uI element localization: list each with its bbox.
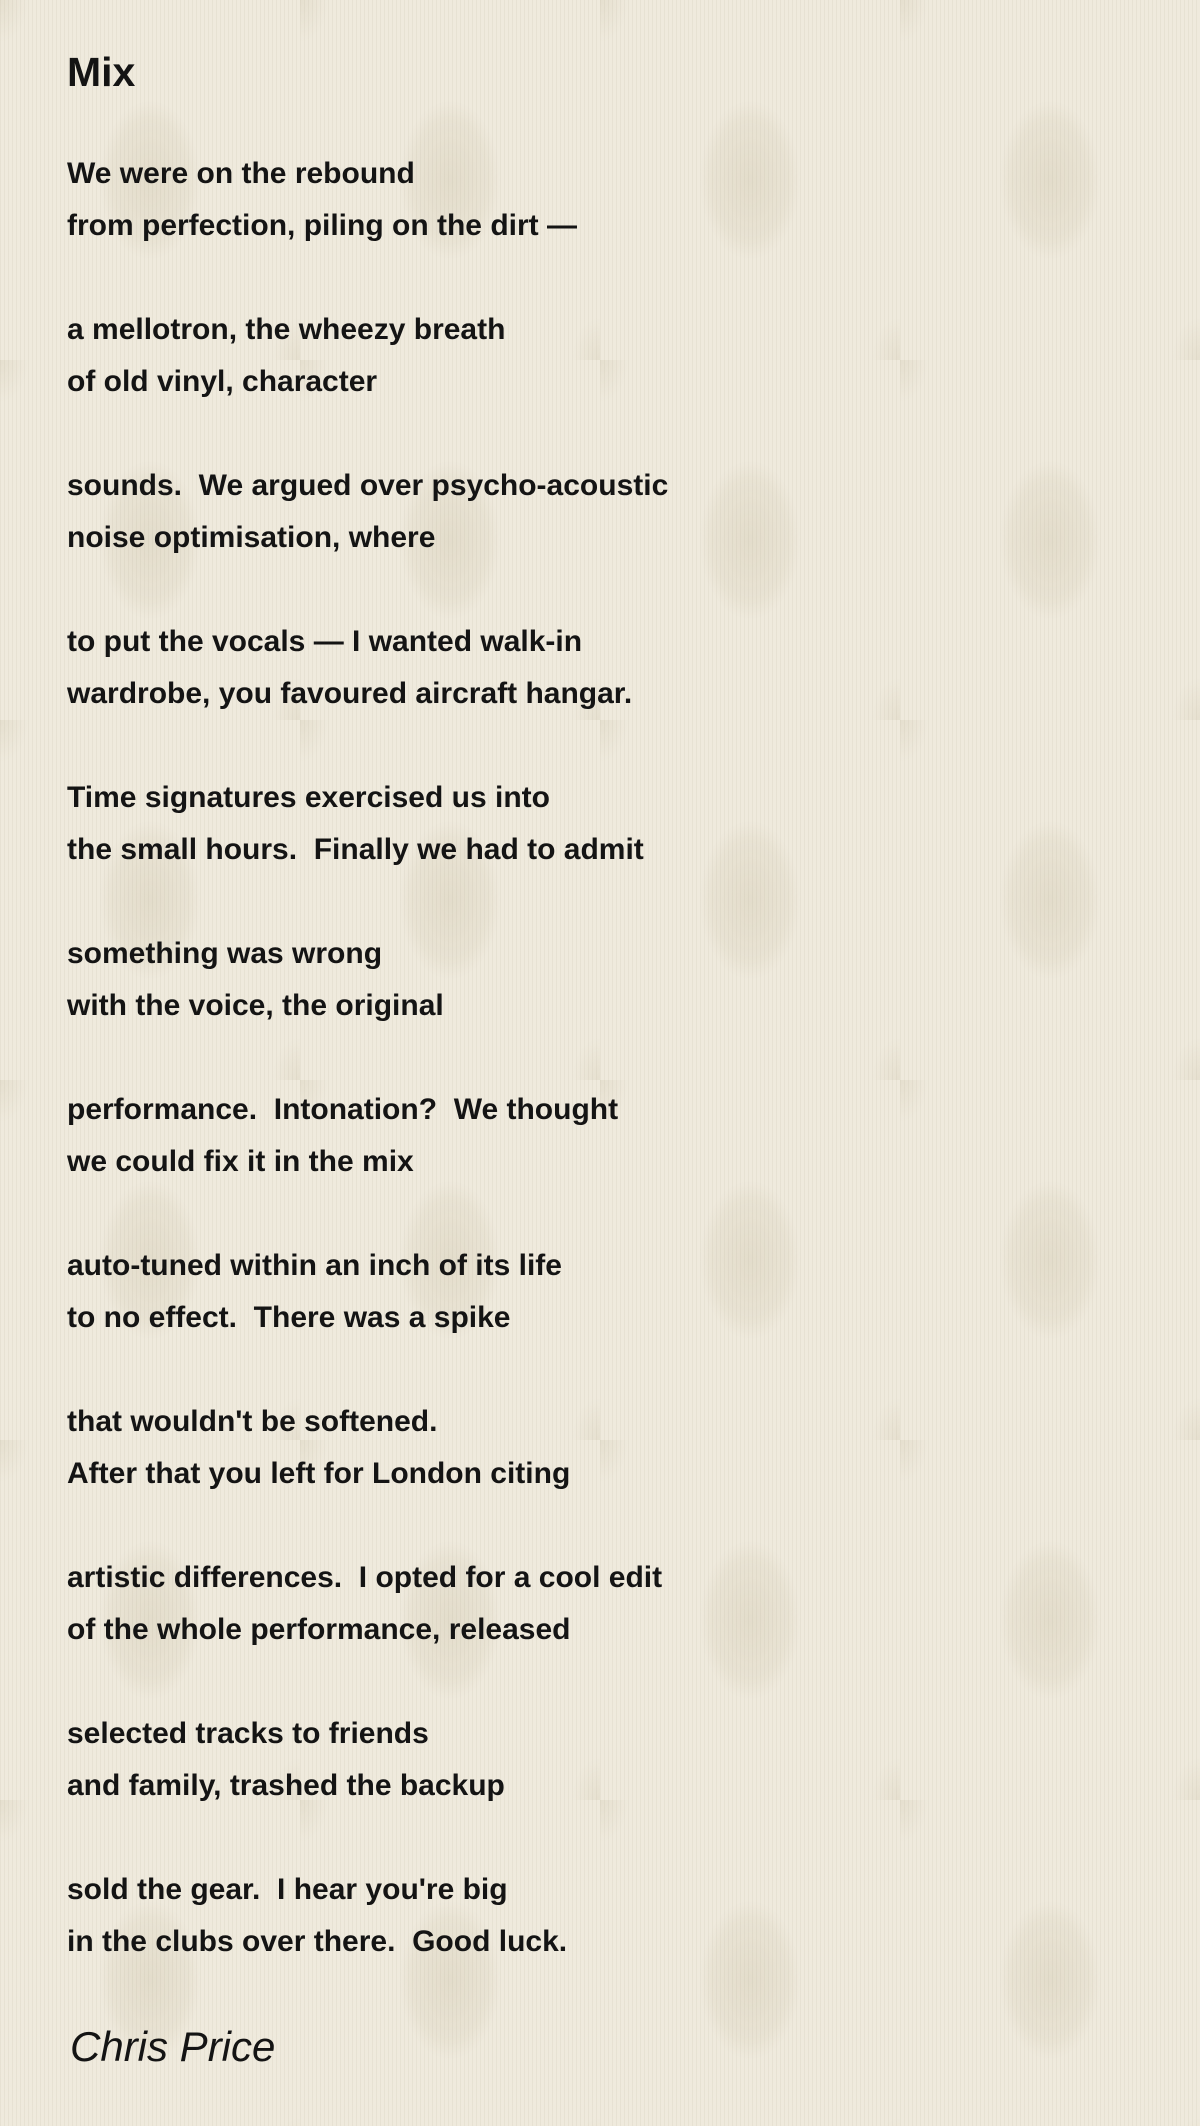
poem-container	[67, 48, 1167, 2020]
stanza	[67, 1864, 1167, 1968]
poem-body	[67, 148, 1167, 1968]
poem-line: sounds. We argued over psycho-acoustic	[67, 469, 669, 503]
poem-line: something was wrong	[67, 937, 383, 971]
poem-line: noise optimisation, where	[67, 521, 436, 555]
stanza	[67, 1240, 1167, 1344]
stanza	[67, 616, 1167, 720]
stanza	[67, 772, 1167, 876]
poem-line: we could fix it in the mix	[67, 1145, 414, 1179]
stanza	[67, 1552, 1167, 1656]
poem-line: After that you left for London citing	[67, 1457, 571, 1491]
poem-line: and family, trashed the backup	[67, 1769, 505, 1803]
poem-line: selected tracks to friends	[67, 1717, 429, 1751]
poem-line: a mellotron, the wheezy breath	[67, 313, 506, 347]
stanza	[67, 1396, 1167, 1500]
poem-line: wardrobe, you favoured aircraft hangar.	[67, 677, 633, 711]
poem-line: to no effect. There was a spike	[67, 1301, 511, 1335]
poem-line: We were on the rebound	[67, 157, 415, 191]
poem-line: auto-tuned within an inch of its life	[67, 1249, 562, 1283]
stanza	[67, 1084, 1167, 1188]
poem-author: Chris Price	[70, 2023, 276, 2070]
poem-line: Time signatures exercised us into	[67, 781, 550, 815]
poem-title: Mix	[67, 49, 136, 95]
poem-line: with the voice, the original	[67, 989, 444, 1023]
poem-line: the small hours. Finally we had to admit	[67, 833, 644, 867]
stanza	[67, 460, 1167, 564]
poem-line: of the whole performance, released	[67, 1613, 571, 1647]
stanza	[67, 304, 1167, 408]
poem-line: performance. Intonation? We thought	[67, 1093, 619, 1127]
poem-line: in the clubs over there. Good luck.	[67, 1925, 568, 1959]
poem-line: artistic differences. I opted for a cool edit	[67, 1561, 663, 1595]
stanza	[67, 928, 1167, 1032]
stanza	[67, 1708, 1167, 1812]
stanza	[67, 148, 1167, 252]
poem-line: that wouldn't be softened.	[67, 1405, 438, 1439]
poem-line: sold the gear. I hear you're big	[67, 1873, 508, 1907]
poem-line: from perfection, piling on the dirt —	[67, 209, 577, 243]
poem-line: of old vinyl, character	[67, 365, 378, 399]
poem-line: to put the vocals — I wanted walk-in	[67, 625, 583, 659]
